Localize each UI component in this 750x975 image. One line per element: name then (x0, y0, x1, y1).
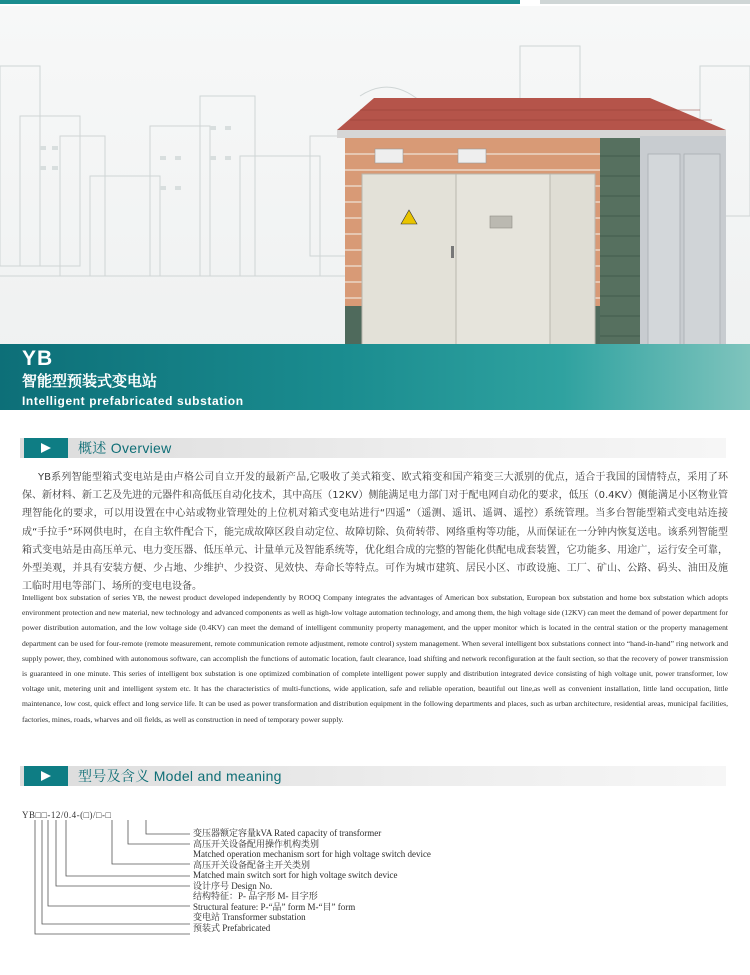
model-item: 设计序号 Design No. (193, 880, 273, 891)
model-item: 结构特征：P- 品字形 M- 目字形 (193, 891, 318, 901)
product-name-en: Intelligent prefabricated substation (22, 394, 244, 408)
model-item: Structural feature: P-“品” form M-“目” form (193, 901, 356, 912)
model-item: 高压开关设备配用操作机构类别 (193, 838, 320, 849)
product-series-title: YB (22, 347, 54, 370)
play-arrow-icon (24, 766, 68, 786)
model-heading: 型号及含义 Model and meaning (78, 768, 282, 784)
top-accent-teal (0, 0, 520, 4)
overview-heading: 概述 Overview (78, 440, 172, 456)
model-item: Matched operation mechanism sort for high voltage switch device (193, 849, 431, 859)
overview-section-header (20, 438, 726, 458)
model-meaning-list (193, 828, 431, 933)
overview-text-cn: YB系列智能型箱式变电站是由卢格公司自立开发的最新产品,它吸收了美式箱变、欧式箱变和国产箱变三大派别的优点，适合于我国的国情特点，采用了环保、新材料、新工艺及先进的元器件和高低压自动化技术，其中高压（12KV）侧能满足电力部门对于配电网自动化的要求，低压（0.4KV）侧能满足小区物业管理智能化的要求，可以用设置在中心站或物业管理处的上位机对箱式变电站进行“四遥”（遥测、遥讯、遥调、遥控）系统管理。当多台智能型箱式变电站连接成“手拉手”环网供电时，在自主软件配合下，能完成故障区段自动定位、故障切除、负荷转带、网络重构等功能，从而保证在一分钟内恢复送电。该系列智能型箱式变电站是由高压单元、电力变压器、低压单元、计量单元及智能系统等，优化组合成的完整的智能化供配电成套装置，它功能多、用途广，运行安全可靠，外型美观，并具有安装方便、少占地、少维护、少投资、见效快、寿命长等特点。可作为城市建筑、居民小区、市政设施、工厂、矿山、公路、码头、油田及施工临时用电等部门、场所的变电电设备。 (22, 472, 728, 593)
model-item: 预装式 Prefabricated (193, 922, 271, 933)
top-accent-gray (540, 0, 750, 4)
model-item: Matched main switch sort for high voltage switch device (193, 870, 398, 880)
hero-banner (0, 6, 750, 410)
product-name-cn: 智能型预装式变电站 (22, 373, 158, 390)
model-section-header (20, 766, 726, 786)
model-code: YB□□-12/0.4-(□)/□-□ (22, 810, 112, 820)
overview-text-en: Intelligent box substation of series YB, the newest product developed independently by ROOQ Company integrates the advantages of American box substation, European box substation and home box substation which adopts environment protection and new material, new technology and advanced components as well as high-low voltage automation technology, and among them, the high voltage side (12KV) can meet the demand of power department for power distribution automation, and the low voltage side (0.4KV) can meet the demand of intelligent community property management, and the upper monitor which is located in the central station or the property management department can be used for four-remote (remote measurement, remote communication remote adjustment, remote control) system management. When several intelligent box substations connect into “hand-in-hand” ring network and supply power, they, combined with autonomous software, can accomplish the functions of automatic location, fault clearance, load shifting and network reconfiguration at the fault section, so that the recovery of power transmission is guaranteed in one minute. This series of intelligent box substation is one optimized combination of complete intelligent power supply and distribution integrated device consisting of high voltage unit, power transformer, low voltage unit, metering unit and intelligent system etc. It has the characteristics of multi-functions, wide application, safe and reliable operation, beautiful out line,as well as convenient installation, little land occupation, little maintenance, low cost, quick effect and long service life. It can be used as power transformation and distribution equipment in the following departments and places, such as urban architecture, residential areas, municipal facilities, factories, mines, roads, wharves and oil fields, as well as construction in need of temporary power supply. (22, 593, 728, 724)
model-item: 变压器额定容量kVA Rated capacity of transformer (193, 828, 382, 838)
model-leader-lines (0, 820, 200, 950)
play-arrow-icon (24, 438, 68, 458)
model-item: 变电站 Transformer substation (193, 912, 306, 922)
hero-title-block (22, 348, 244, 409)
model-item: 高压开关设备配备主开关类别 (193, 859, 311, 870)
